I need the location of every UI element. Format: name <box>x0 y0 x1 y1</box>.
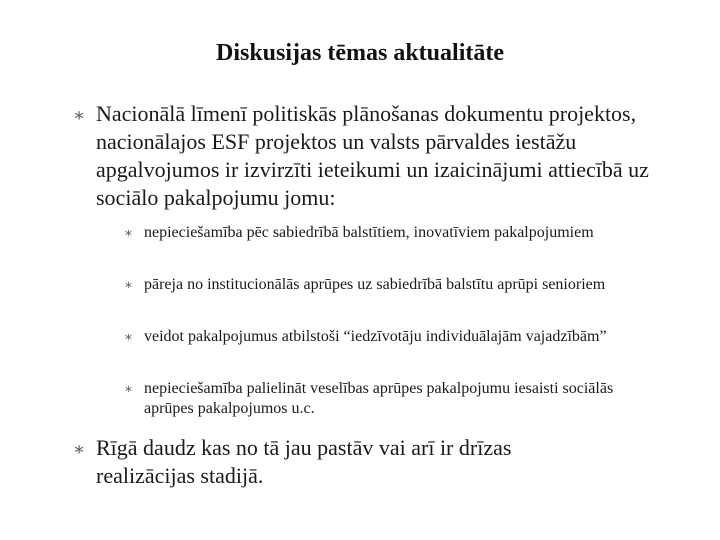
sub-bullet-4-text: nepieciešamība palielināt veselības aprūpes pakalpojumu iesaisti sociālās aprūpes pakalpojumos u.c. <box>144 380 614 417</box>
bullet-2-text: Rīgā daudz kas no tā jau pastāv vai arī ir drīzas realizācijas stadijā. <box>96 435 512 488</box>
slide-title: Diskusijas tēmas aktualitāte <box>215 40 504 66</box>
bullet-2 <box>73 434 596 490</box>
bullet-1-text: Nacionālā līmenī politiskās plānošanas dokumentu projektos, nacionālajos ESF projektos un valsts pārvaldes iestāžu apgalvojumos ir izvirzīti ieteikumi un izaicinājumi attiecībā uz sociālo pakalpojumu jomu: <box>96 101 649 210</box>
asterisk-bullet-icon: ∗ <box>124 381 133 396</box>
asterisk-bullet-icon: ∗ <box>73 439 86 459</box>
sub-bullet-3 <box>124 327 664 347</box>
sub-bullet-2 <box>124 275 664 295</box>
sub-bullet-1-text: nepieciešamība pēc sabiedrībā balstītiem, inovatīviem pakalpojumiem <box>144 224 594 241</box>
sub-bullet-1 <box>124 223 664 243</box>
sub-bullet-2-text: pāreja no institucionālās aprūpes uz sabiedrībā balstītu aprūpi senioriem <box>144 276 606 293</box>
asterisk-bullet-icon: ∗ <box>124 329 133 344</box>
sub-bullet-4 <box>124 379 664 419</box>
asterisk-bullet-icon: ∗ <box>73 105 86 125</box>
bullet-1 <box>73 100 656 212</box>
asterisk-bullet-icon: ∗ <box>124 277 133 292</box>
asterisk-bullet-icon: ∗ <box>124 225 133 240</box>
sub-bullet-3-text: veidot pakalpojumus atbilstoši “iedzīvotāju individuālajām vajadzībām” <box>144 328 607 345</box>
